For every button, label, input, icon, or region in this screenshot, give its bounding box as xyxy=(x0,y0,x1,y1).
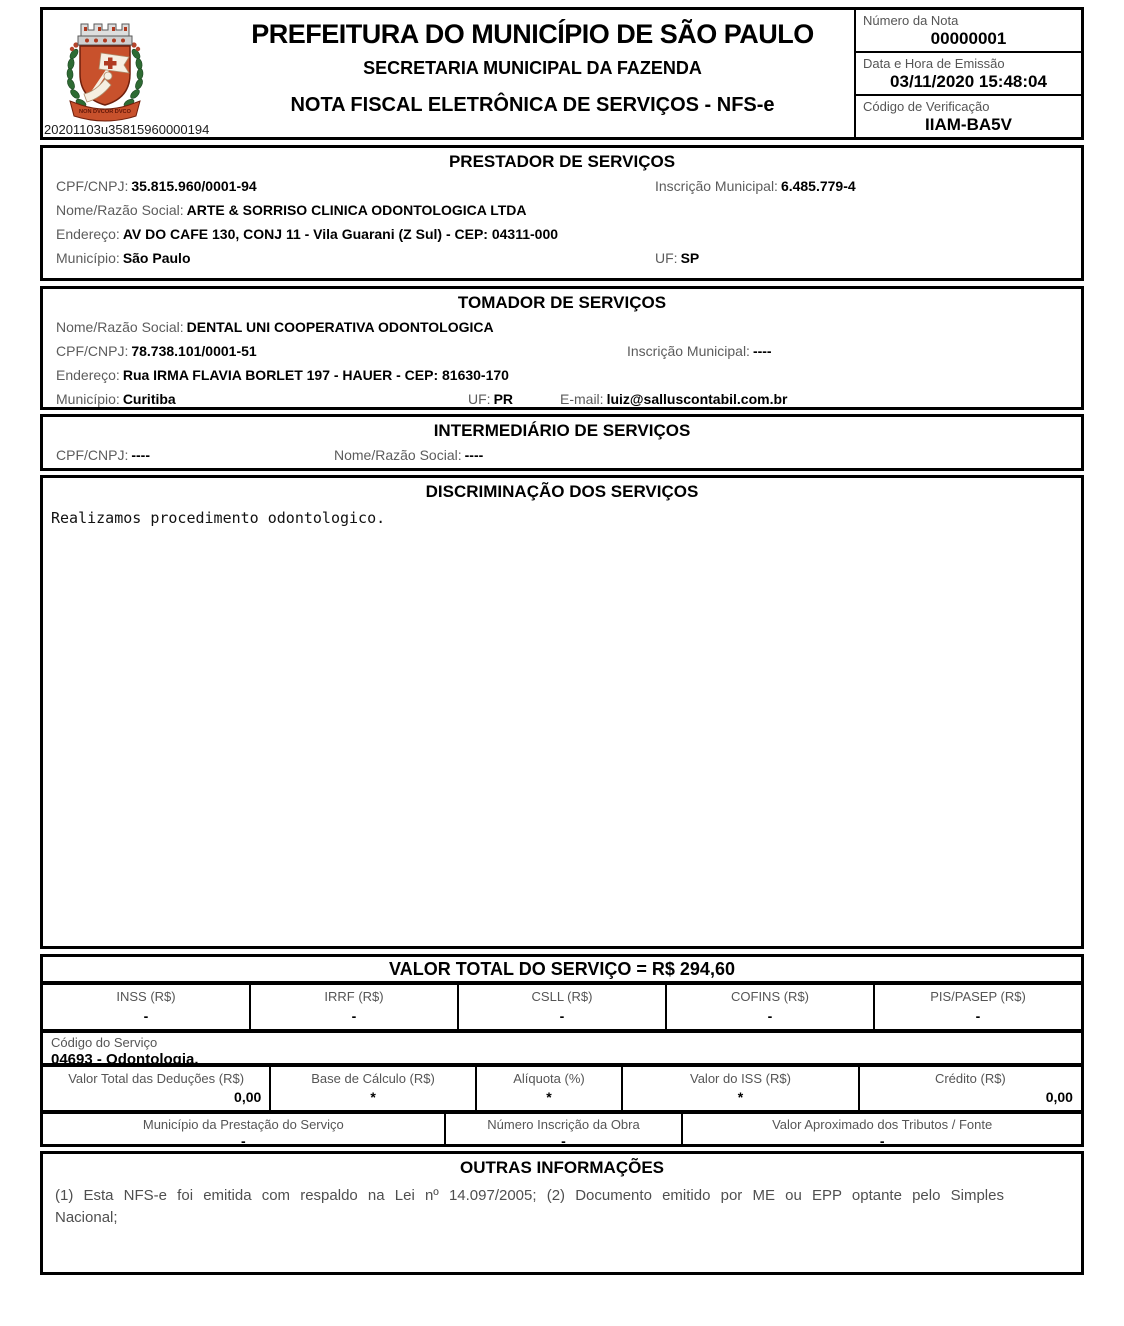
prestador-uf-label: UF: xyxy=(655,250,678,266)
intermediario-cpf-value: ---- xyxy=(131,447,150,463)
prestador-municipio-value: São Paulo xyxy=(122,250,191,266)
service-description-text: Realizamos procedimento odontologico. xyxy=(51,509,386,527)
nfse-code-number: 20201103u35815960000194 xyxy=(44,122,210,137)
service-code-value: 04693 - Odontologia. xyxy=(51,1051,199,1068)
ded-label-base-calculo: Base de Cálculo (R$) xyxy=(311,1071,435,1086)
header-info-box xyxy=(854,10,1081,137)
service-location-table xyxy=(40,1111,1084,1147)
local-value-obra: - xyxy=(561,1133,566,1149)
deductions-table xyxy=(40,1064,1084,1113)
tax-label-csll: CSLL (R$) xyxy=(531,989,593,1004)
tax-value-inss: - xyxy=(143,1008,149,1024)
tax-cell-irrf xyxy=(249,985,457,1029)
tomador-uf-value: PR xyxy=(493,391,514,407)
prestador-endereco-value: AV DO CAFE 130, CONJ 11 - Vila Guarani (Z Sul) - CEP: 04311-000 xyxy=(122,226,559,242)
tomador-endereco-label: Endereço: xyxy=(56,367,120,383)
prestador-uf-value: SP xyxy=(680,250,700,266)
prestador-cpf-label: CPF/CNPJ: xyxy=(56,178,129,194)
intermediario-nome-label: Nome/Razão Social: xyxy=(334,447,462,463)
intermediario-section xyxy=(40,414,1084,471)
verification-code-label: Código de Verificação xyxy=(863,99,990,114)
valor-total-banner: VALOR TOTAL DO SERVIÇO = R$ 294,60 xyxy=(40,954,1084,984)
tomador-municipio-value: Curitiba xyxy=(122,391,176,407)
ded-value-credito: 0,00 xyxy=(1045,1089,1073,1105)
ded-cell-base-calculo xyxy=(269,1067,475,1110)
prestador-section-title: PRESTADOR DE SERVIÇOS xyxy=(448,152,676,171)
tax-label-inss: INSS (R$) xyxy=(116,989,176,1004)
tomador-im-label: Inscrição Municipal: xyxy=(627,343,750,359)
tax-label-cofins: COFINS (R$) xyxy=(731,989,809,1004)
local-label-municipio: Município da Prestação do Serviço xyxy=(142,1117,344,1132)
outras-informacoes-section xyxy=(40,1151,1084,1275)
tomador-cpf-value: 78.738.101/0001-51 xyxy=(131,343,257,359)
tomador-endereco-value: Rua IRMA FLAVIA BORLET 197 - HAUER - CEP: 81630-170 xyxy=(122,367,509,383)
tax-table xyxy=(40,982,1084,1032)
local-value-municipio: - xyxy=(240,1133,246,1149)
intermediario-section-title: INTERMEDIÁRIO DE SERVIÇOS xyxy=(433,421,691,440)
tax-label-irrf: IRRF (R$) xyxy=(324,989,384,1004)
ded-cell-valor-iss xyxy=(621,1067,858,1110)
ded-value-base-calculo: * xyxy=(370,1089,376,1105)
ded-cell-credito xyxy=(858,1067,1081,1110)
tomador-endereco-row xyxy=(43,363,1081,387)
prestador-section xyxy=(40,145,1084,281)
ded-cell-aliquota xyxy=(475,1067,621,1110)
prestador-im-label: Inscrição Municipal: xyxy=(655,178,778,194)
prestador-cpf-value: 35.815.960/0001-94 xyxy=(131,178,257,194)
tomador-email-label: E-mail: xyxy=(560,391,604,407)
verification-code-value: IIAM-BA5V xyxy=(925,115,1012,134)
outras-informacoes-text: (1) Esta NFS-e foi emitida com respaldo na Lei nº 14.097/2005; (2) Documento emitido por ME ou EPP optante pelo Simples Nacional; xyxy=(55,1187,1004,1226)
prestador-municipio-label: Município: xyxy=(56,250,120,266)
tax-value-irrf: - xyxy=(351,1008,357,1024)
tomador-email-value: luiz@salluscontabil.com.br xyxy=(606,391,788,407)
nfse-document xyxy=(40,7,1084,1275)
ded-cell-deducoes xyxy=(43,1067,269,1110)
nota-number-value: 00000001 xyxy=(930,29,1007,48)
tomador-nome-row xyxy=(43,315,1081,339)
tax-cell-cofins xyxy=(665,985,873,1029)
ded-label-aliquota: Alíquota (%) xyxy=(513,1071,585,1086)
prestador-nome-label: Nome/Razão Social: xyxy=(56,202,184,218)
local-label-tributos: Valor Aproximado dos Tributos / Fonte xyxy=(772,1117,993,1132)
tax-value-cofins: - xyxy=(767,1008,773,1024)
secretaria-subtitle: SECRETARIA MUNICIPAL DA FAZENDA xyxy=(363,58,702,78)
prestador-municipio-row xyxy=(43,246,1081,270)
tomador-cpf-label: CPF/CNPJ: xyxy=(56,343,129,359)
outras-section-title: OUTRAS INFORMAÇÕES xyxy=(460,1158,664,1177)
tax-cell-pispasep xyxy=(873,985,1081,1029)
prefeitura-title: PREFEITURA DO MUNICÍPIO DE SÃO PAULO xyxy=(251,19,814,49)
prestador-endereco-label: Endereço: xyxy=(56,226,120,242)
intermediario-nome-value: ---- xyxy=(464,447,484,463)
intermediario-cpf-label: CPF/CNPJ: xyxy=(56,447,129,463)
ded-label-valor-iss: Valor do ISS (R$) xyxy=(690,1071,791,1086)
tomador-nome-value: DENTAL UNI COOPERATIVA ODONTOLOGICA xyxy=(186,319,494,335)
ded-label-credito: Crédito (R$) xyxy=(934,1071,1006,1086)
intermediario-cpf-row xyxy=(43,443,1081,467)
logo-area xyxy=(43,10,211,137)
local-cell-tributos xyxy=(681,1114,1081,1149)
nota-number-label: Número da Nota xyxy=(863,13,959,28)
mural-crown xyxy=(78,24,132,45)
prestador-endereco-row xyxy=(43,222,1081,246)
emission-datetime-label: Data e Hora de Emissão xyxy=(863,56,1005,71)
tomador-im-value: ---- xyxy=(752,343,772,359)
local-cell-obra xyxy=(444,1114,682,1149)
local-value-tributos: - xyxy=(879,1133,885,1149)
prestador-im-value: 6.485.779-4 xyxy=(780,178,856,194)
verification-code-cell xyxy=(856,94,1081,137)
tomador-section-title: TOMADOR DE SERVIÇOS xyxy=(457,293,667,312)
ded-value-valor-iss: * xyxy=(737,1089,744,1105)
tax-value-pispasep: - xyxy=(975,1008,981,1024)
tomador-nome-label: Nome/Razão Social: xyxy=(56,319,184,335)
sao-paulo-coat-of-arms-icon xyxy=(63,14,147,122)
local-label-obra: Número Inscrição da Obra xyxy=(487,1117,640,1132)
tomador-uf-label: UF: xyxy=(468,391,491,407)
discriminacao-section-title: DISCRIMINAÇÃO DOS SERVIÇOS xyxy=(425,482,699,501)
service-code-label: Código do Serviço xyxy=(51,1035,158,1050)
tax-value-csll: - xyxy=(559,1008,565,1024)
nfse-doc-title: NOTA FISCAL ELETRÔNICA DE SERVIÇOS - NFS-e xyxy=(290,94,775,116)
emission-datetime-value: 03/11/2020 15:48:04 xyxy=(890,72,1047,91)
tax-label-pispasep: PIS/PASEP (R$) xyxy=(930,989,1026,1004)
local-cell-municipio xyxy=(43,1114,444,1149)
document-header xyxy=(40,7,1084,140)
tomador-municipio-row xyxy=(43,387,1081,411)
tax-cell-inss xyxy=(43,985,249,1029)
tax-cell-csll xyxy=(457,985,665,1029)
crest-motto-text: NON DVCOR DVCO xyxy=(79,109,131,115)
service-code-box xyxy=(40,1030,1084,1066)
ded-value-deducoes: 0,00 xyxy=(234,1089,262,1105)
header-titles xyxy=(211,10,854,137)
prestador-nome-value: ARTE & SORRISO CLINICA ODONTOLOGICA LTDA xyxy=(186,202,527,218)
prestador-nome-row xyxy=(43,198,1081,222)
ded-value-aliquota: * xyxy=(546,1089,552,1105)
prestador-cpf-row xyxy=(43,174,1081,198)
tomador-cpf-row xyxy=(43,339,1081,363)
nota-number-cell xyxy=(856,10,1081,51)
ded-label-deducoes: Valor Total das Deduções (R$) xyxy=(68,1071,245,1086)
emission-datetime-cell xyxy=(856,51,1081,94)
tomador-section xyxy=(40,286,1084,410)
discriminacao-section xyxy=(40,475,1084,949)
tomador-municipio-label: Município: xyxy=(56,391,120,407)
